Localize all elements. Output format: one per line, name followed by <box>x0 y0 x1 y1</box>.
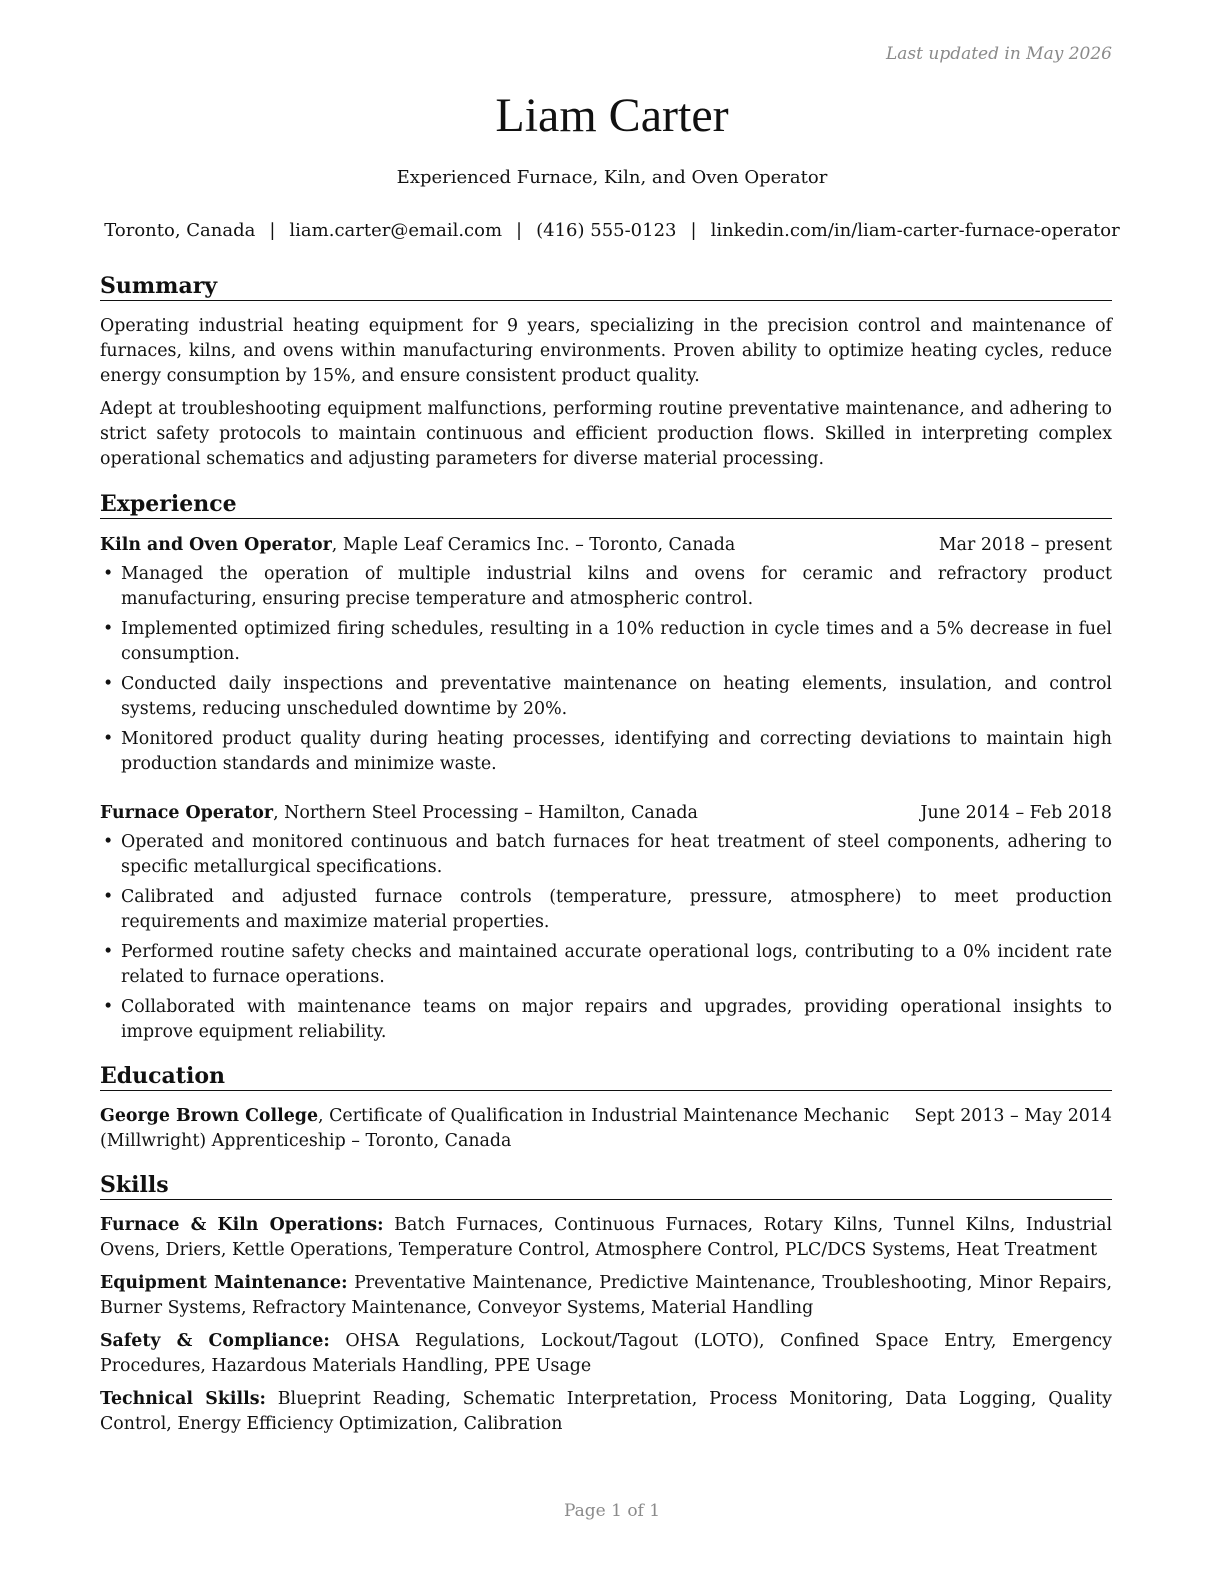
skill-group <box>100 1387 1112 1437</box>
job-dates: June 2014 – Feb 2018 <box>920 803 1112 823</box>
page-number: Page 1 of 1 <box>563 1501 661 1521</box>
job-bullets <box>100 830 1112 1045</box>
job-org: , Northern Steel Processing – Hamilton, Canada <box>273 803 698 823</box>
skill-items: Blueprint Reading, Schematic Interpretation, Process Monitoring, Data Logging, Quality Control, Energy Efficiency Optimization, Calibration <box>100 1389 1112 1434</box>
headline: Experienced Furnace, Kiln, and Oven Operator <box>396 167 828 188</box>
job-org: , Maple Leaf Ceramics Inc. – Toronto, Canada <box>331 535 736 555</box>
list-item: • Collaborated with maintenance teams on major repairs and upgrades, providing operational insights to improve equipment reliability. <box>100 995 1112 1045</box>
skill-items: Preventative Maintenance, Predictive Maintenance, Troubleshooting, Minor Repairs, Burner Systems, Refractory Maintenance, Conveyor Systems, Material Handling <box>100 1273 1112 1318</box>
section-title-experience: Experience <box>100 490 1112 519</box>
education-section <box>100 1104 1112 1154</box>
list-item: • Calibrated and adjusted furnace controls (temperature, pressure, atmosphere) to meet production requirements and maximize material properties. <box>100 885 1112 935</box>
list-item: • Conducted daily inspections and preventative maintenance on heating elements, insulation, and control systems, reducing unscheduled downtime by 20%. <box>100 672 1112 722</box>
education-entry <box>100 1104 1112 1154</box>
skill-group <box>100 1213 1112 1263</box>
education-detail: , Certificate of Qualification in Industrial Maintenance Mechanic (Millwright) Apprenticeship – Toronto, Canada <box>100 1106 890 1151</box>
job-role: Furnace Operator <box>100 803 274 823</box>
list-item: • Performed routine safety checks and maintained accurate operational logs, contributing to a 0% incident rate related to furnace operations. <box>100 940 1112 990</box>
experience-job <box>100 801 1112 1050</box>
section-title-summary: Summary <box>100 272 1112 301</box>
skill-label: Safety & Compliance: <box>100 1331 330 1351</box>
job-bullets <box>100 562 1112 777</box>
list-item: • Monitored product quality during heating processes, identifying and correcting deviations to maintain high production standards and minimize waste. <box>100 727 1112 777</box>
contact-separator: | <box>516 220 523 241</box>
job-dates: Mar 2018 – present <box>938 535 1112 555</box>
list-item: • Operated and monitored continuous and batch furnaces for heat treatment of steel components, adhering to specific metallurgical specifications. <box>100 830 1112 880</box>
job-title-line <box>100 801 698 826</box>
candidate-name: Liam Carter <box>495 89 729 142</box>
section-title-skills: Skills <box>100 1171 1112 1200</box>
job-role: Kiln and Oven Operator <box>100 535 332 555</box>
skill-items: OHSA Regulations, Lockout/Tagout (LOTO), Confined Space Entry, Emergency Procedures, Hazardous Materials Handling, PPE Usage <box>100 1331 1113 1376</box>
contact-phone: (416) 555-0123 <box>536 220 677 241</box>
experience-job <box>100 533 1112 782</box>
summary-paragraph: Adept at troubleshooting equipment malfunctions, performing routine preventative maintenance, and adhering to strict safety protocols to maintain continuous and efficient production flows. Skilled in interpreting complex operational schematics and adjusting parameters for diverse material processing. <box>100 399 1112 469</box>
education-text <box>100 1104 900 1154</box>
skill-group <box>100 1329 1112 1379</box>
contact-separator: | <box>690 220 697 241</box>
skill-label: Technical Skills: <box>100 1389 266 1409</box>
contact-separator: | <box>269 220 276 241</box>
education-dates: Sept 2013 – May 2014 <box>914 1106 1112 1126</box>
contact-email[interactable]: liam.carter@email.com <box>289 220 503 241</box>
contact-linkedin[interactable]: linkedin.com/in/liam-carter-furnace-operator <box>710 220 1120 241</box>
contact-line <box>0 219 1224 243</box>
section-title-education: Education <box>100 1062 1112 1091</box>
skill-items: Batch Furnaces, Continuous Furnaces, Rotary Kilns, Tunnel Kilns, Industrial Ovens, Driers, Kettle Operations, Temperature Control, Atmosphere Control, PLC/DCS Systems, Heat Treatment <box>100 1215 1112 1260</box>
list-item: • Implemented optimized firing schedules, resulting in a 10% reduction in cycle times and a 5% decrease in fuel consumption. <box>100 617 1112 667</box>
skill-group <box>100 1271 1112 1321</box>
skills-section <box>100 1213 1112 1445</box>
job-title-line <box>100 533 735 558</box>
summary-paragraph: Operating industrial heating equipment for 9 years, specializing in the precision control and maintenance of furnaces, kilns, and ovens within manufacturing environments. Proven ability to optimize heating cycles, reduce energy consumption by 15%, and ensure consistent product quality. <box>100 316 1112 386</box>
education-school: George Brown College <box>100 1106 319 1126</box>
list-item: • Managed the operation of multiple industrial kilns and ovens for ceramic and refractory product manufacturing, ensuring precise temperature and atmospheric control. <box>100 562 1112 612</box>
last-updated: Last updated in May 2026 <box>885 44 1112 64</box>
job-header <box>100 801 1112 826</box>
skill-label: Equipment Maintenance: <box>100 1273 348 1293</box>
summary-section <box>100 314 1112 480</box>
contact-location: Toronto, Canada <box>104 220 256 241</box>
job-header <box>100 533 1112 558</box>
skill-label: Furnace & Kiln Operations: <box>100 1215 384 1235</box>
